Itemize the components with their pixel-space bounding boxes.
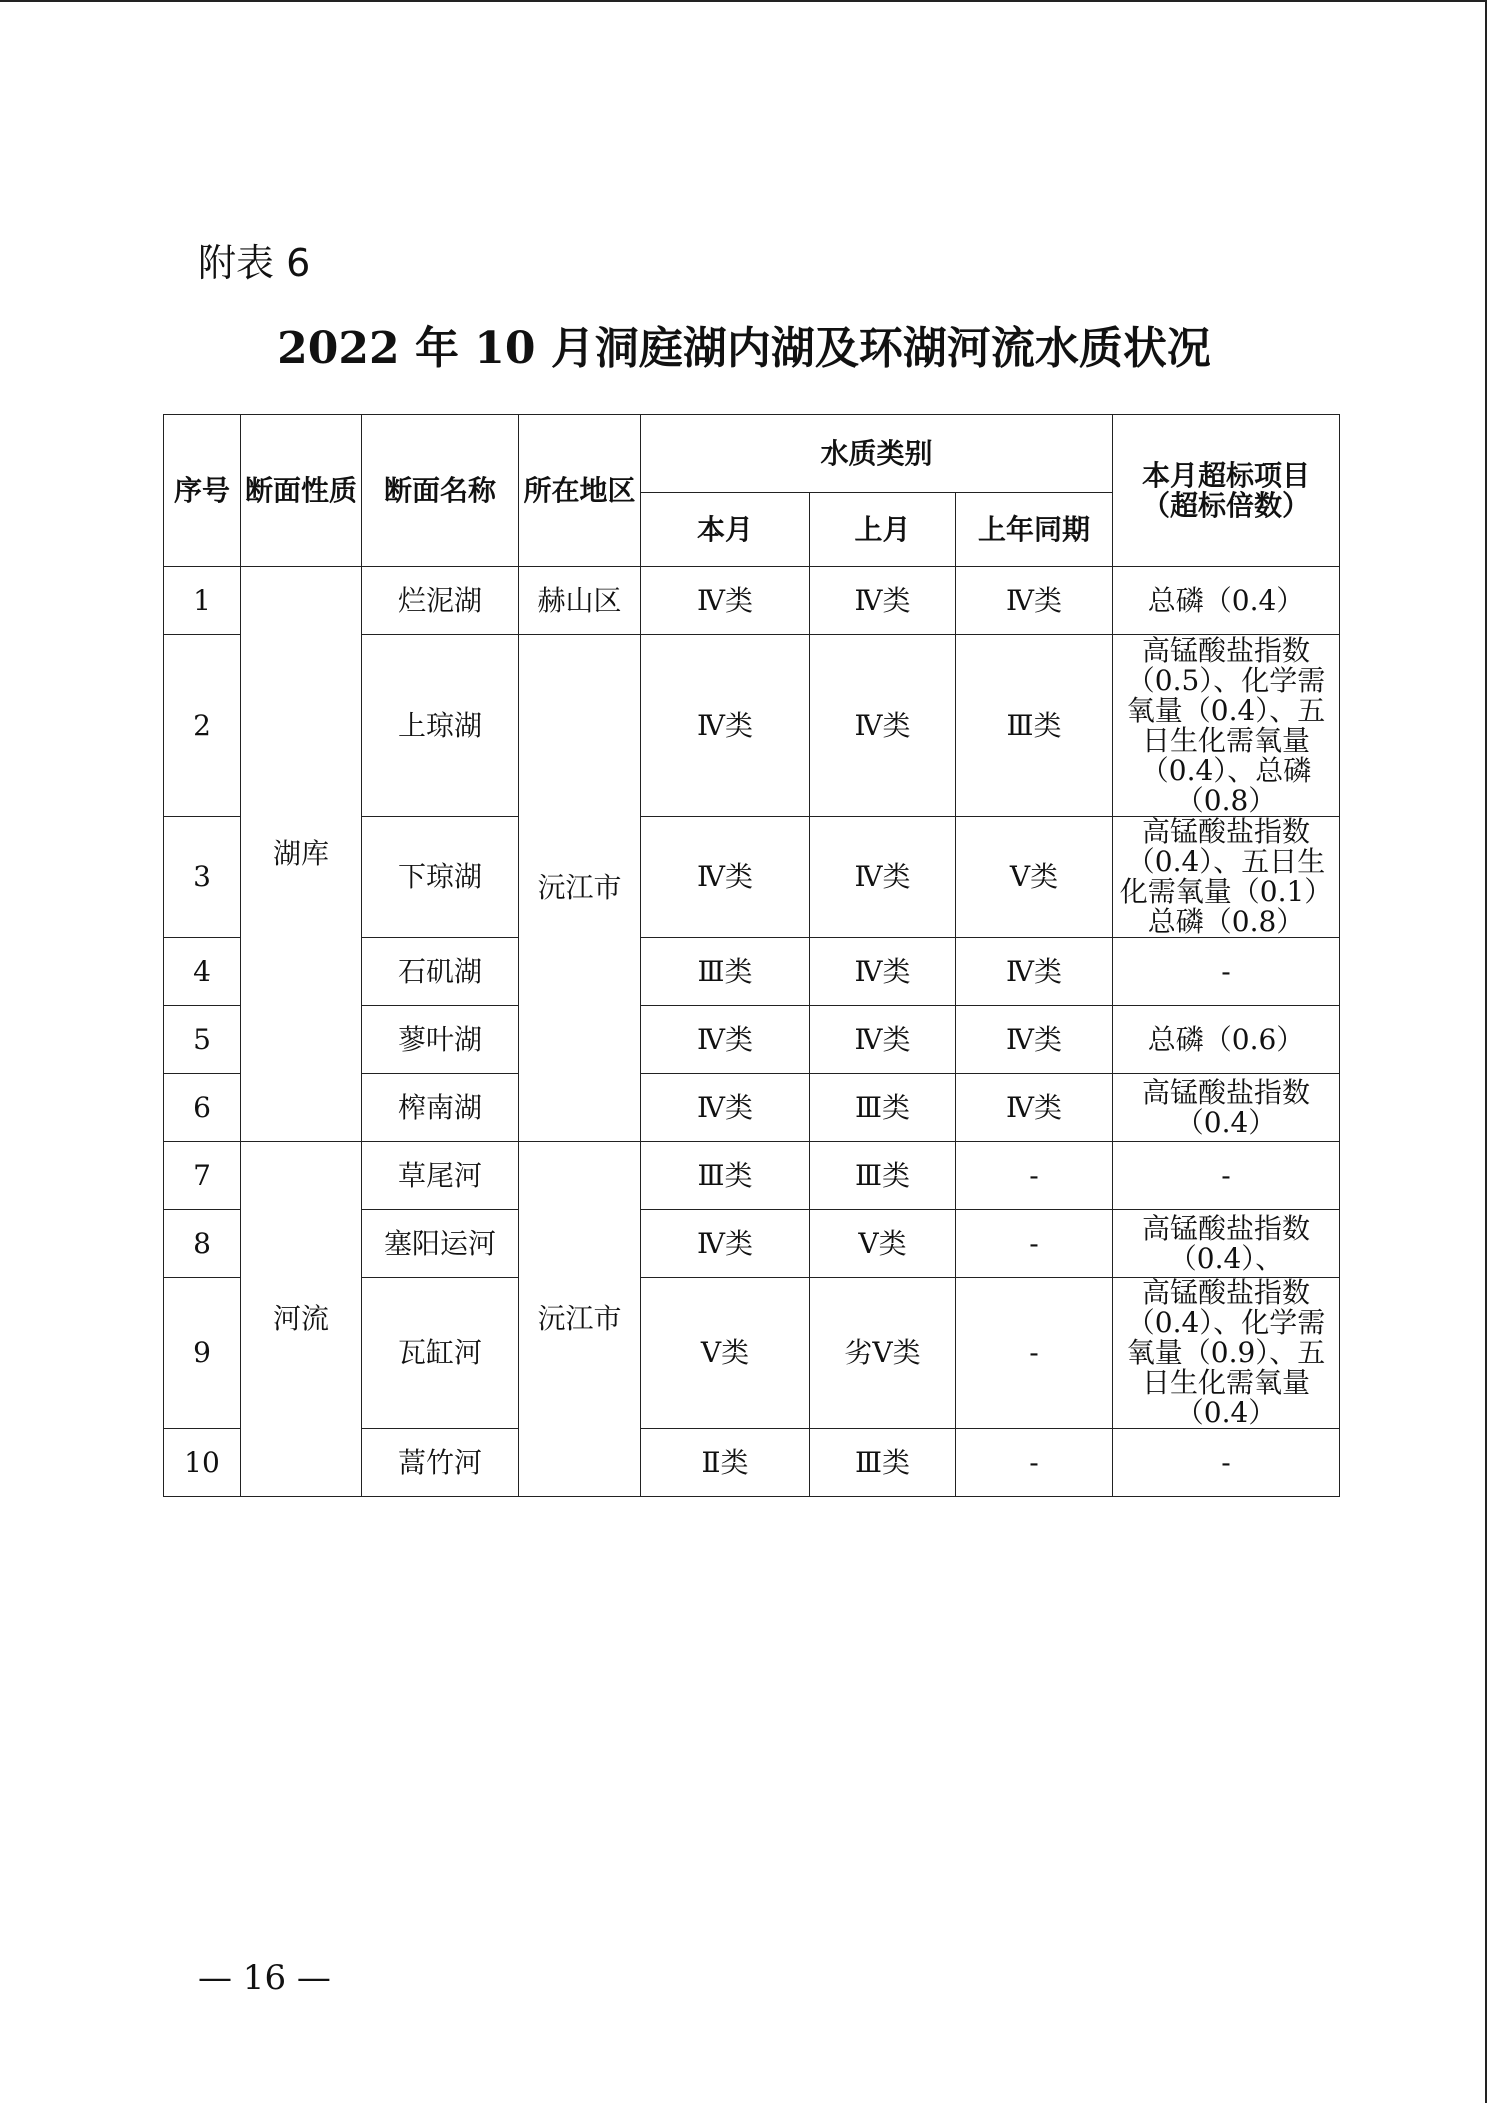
- cell-seq: 4: [164, 938, 241, 1006]
- document-title: 2022 年 10 月洞庭湖内湖及环湖河流水质状况: [277, 323, 1211, 374]
- cell-last-year: -: [956, 1429, 1113, 1497]
- cell-last-month: Ⅳ类: [810, 635, 956, 817]
- cell-name: 蓼叶湖: [362, 1006, 519, 1074]
- cell-name: 下琼湖: [362, 817, 519, 938]
- cell-this-month: Ⅳ类: [641, 817, 810, 938]
- header-last-year: 上年同期: [956, 493, 1113, 567]
- cell-last-month: Ⅴ类: [810, 1210, 956, 1278]
- cell-this-month: Ⅳ类: [641, 567, 810, 635]
- header-class-group: 水质类别: [641, 415, 1113, 493]
- cell-name: 烂泥湖: [362, 567, 519, 635]
- cell-last-year: -: [956, 1210, 1113, 1278]
- cell-last-month: Ⅲ类: [810, 1429, 956, 1497]
- cell-seq: 7: [164, 1142, 241, 1210]
- water-quality-table: [163, 414, 1340, 1497]
- cell-last-year: -: [956, 1278, 1113, 1429]
- cell-exceed: 高锰酸盐指数（0.4）、化学需氧量（0.9）、五日生化需氧量（0.4）: [1113, 1278, 1340, 1429]
- cell-last-month: Ⅲ类: [810, 1074, 956, 1142]
- cell-exceed: 高锰酸盐指数（0.4）、五日生化需氧量（0.1）总磷（0.8）: [1113, 817, 1340, 938]
- cell-this-month: Ⅲ类: [641, 938, 810, 1006]
- header-name: 断面名称: [362, 415, 519, 567]
- cell-region-yuanjiang-river: 沅江市: [519, 1142, 641, 1497]
- cell-exceed: 高锰酸盐指数（0.4）: [1113, 1074, 1340, 1142]
- cell-seq: 9: [164, 1278, 241, 1429]
- cell-last-month: Ⅳ类: [810, 1006, 956, 1074]
- cell-exceed: -: [1113, 1429, 1340, 1497]
- cell-last-year: Ⅳ类: [956, 1006, 1113, 1074]
- cell-last-month: Ⅳ类: [810, 567, 956, 635]
- cell-seq: 3: [164, 817, 241, 938]
- cell-seq: 2: [164, 635, 241, 817]
- cell-group-lake: 湖库: [241, 567, 362, 1142]
- cell-this-month: Ⅳ类: [641, 635, 810, 817]
- cell-this-month: Ⅴ类: [641, 1278, 810, 1429]
- cell-region-heshan: 赫山区: [519, 567, 641, 635]
- table-row: [164, 567, 1340, 635]
- header-nature: 断面性质: [241, 415, 362, 567]
- cell-this-month: Ⅲ类: [641, 1142, 810, 1210]
- cell-name: 瓦缸河: [362, 1278, 519, 1429]
- cell-exceed: 总磷（0.6）: [1113, 1006, 1340, 1074]
- cell-last-year: Ⅴ类: [956, 817, 1113, 938]
- header-exceed: 本月超标项目（超标倍数）: [1113, 415, 1340, 567]
- cell-this-month: Ⅱ类: [641, 1429, 810, 1497]
- cell-name: 上琼湖: [362, 635, 519, 817]
- cell-seq: 8: [164, 1210, 241, 1278]
- cell-region-yuanjiang-lake: 沅江市: [519, 635, 641, 1142]
- header-last-month: 上月: [810, 493, 956, 567]
- cell-seq: 1: [164, 567, 241, 635]
- cell-last-year: Ⅲ类: [956, 635, 1113, 817]
- cell-last-month: Ⅲ类: [810, 1142, 956, 1210]
- page-number: — 16 —: [198, 1958, 331, 1998]
- cell-name: 塞阳运河: [362, 1210, 519, 1278]
- cell-exceed: 总磷（0.4）: [1113, 567, 1340, 635]
- cell-this-month: Ⅳ类: [641, 1074, 810, 1142]
- cell-seq: 10: [164, 1429, 241, 1497]
- cell-this-month: Ⅳ类: [641, 1006, 810, 1074]
- cell-name: 蒿竹河: [362, 1429, 519, 1497]
- header-region: 所在地区: [519, 415, 641, 567]
- annex-label: 附表 6: [198, 241, 311, 285]
- cell-this-month: Ⅳ类: [641, 1210, 810, 1278]
- cell-exceed: -: [1113, 1142, 1340, 1210]
- cell-last-year: Ⅳ类: [956, 938, 1113, 1006]
- cell-last-year: Ⅳ类: [956, 1074, 1113, 1142]
- cell-last-year: -: [956, 1142, 1113, 1210]
- cell-last-month: Ⅳ类: [810, 817, 956, 938]
- header-seq: 序号: [164, 415, 241, 567]
- cell-group-river: 河流: [241, 1142, 362, 1497]
- cell-exceed: -: [1113, 938, 1340, 1006]
- cell-seq: 5: [164, 1006, 241, 1074]
- cell-name: 石矶湖: [362, 938, 519, 1006]
- cell-name: 草尾河: [362, 1142, 519, 1210]
- cell-last-month: 劣Ⅴ类: [810, 1278, 956, 1429]
- header-this-month: 本月: [641, 493, 810, 567]
- cell-name: 榨南湖: [362, 1074, 519, 1142]
- cell-exceed: 高锰酸盐指数（0.5）、化学需氧量（0.4）、五日生化需氧量（0.4）、总磷（0.8）: [1113, 635, 1340, 817]
- cell-exceed: 高锰酸盐指数（0.4）、: [1113, 1210, 1340, 1278]
- cell-last-year: Ⅳ类: [956, 567, 1113, 635]
- cell-last-month: Ⅳ类: [810, 938, 956, 1006]
- table-row: [164, 1142, 1340, 1210]
- cell-seq: 6: [164, 1074, 241, 1142]
